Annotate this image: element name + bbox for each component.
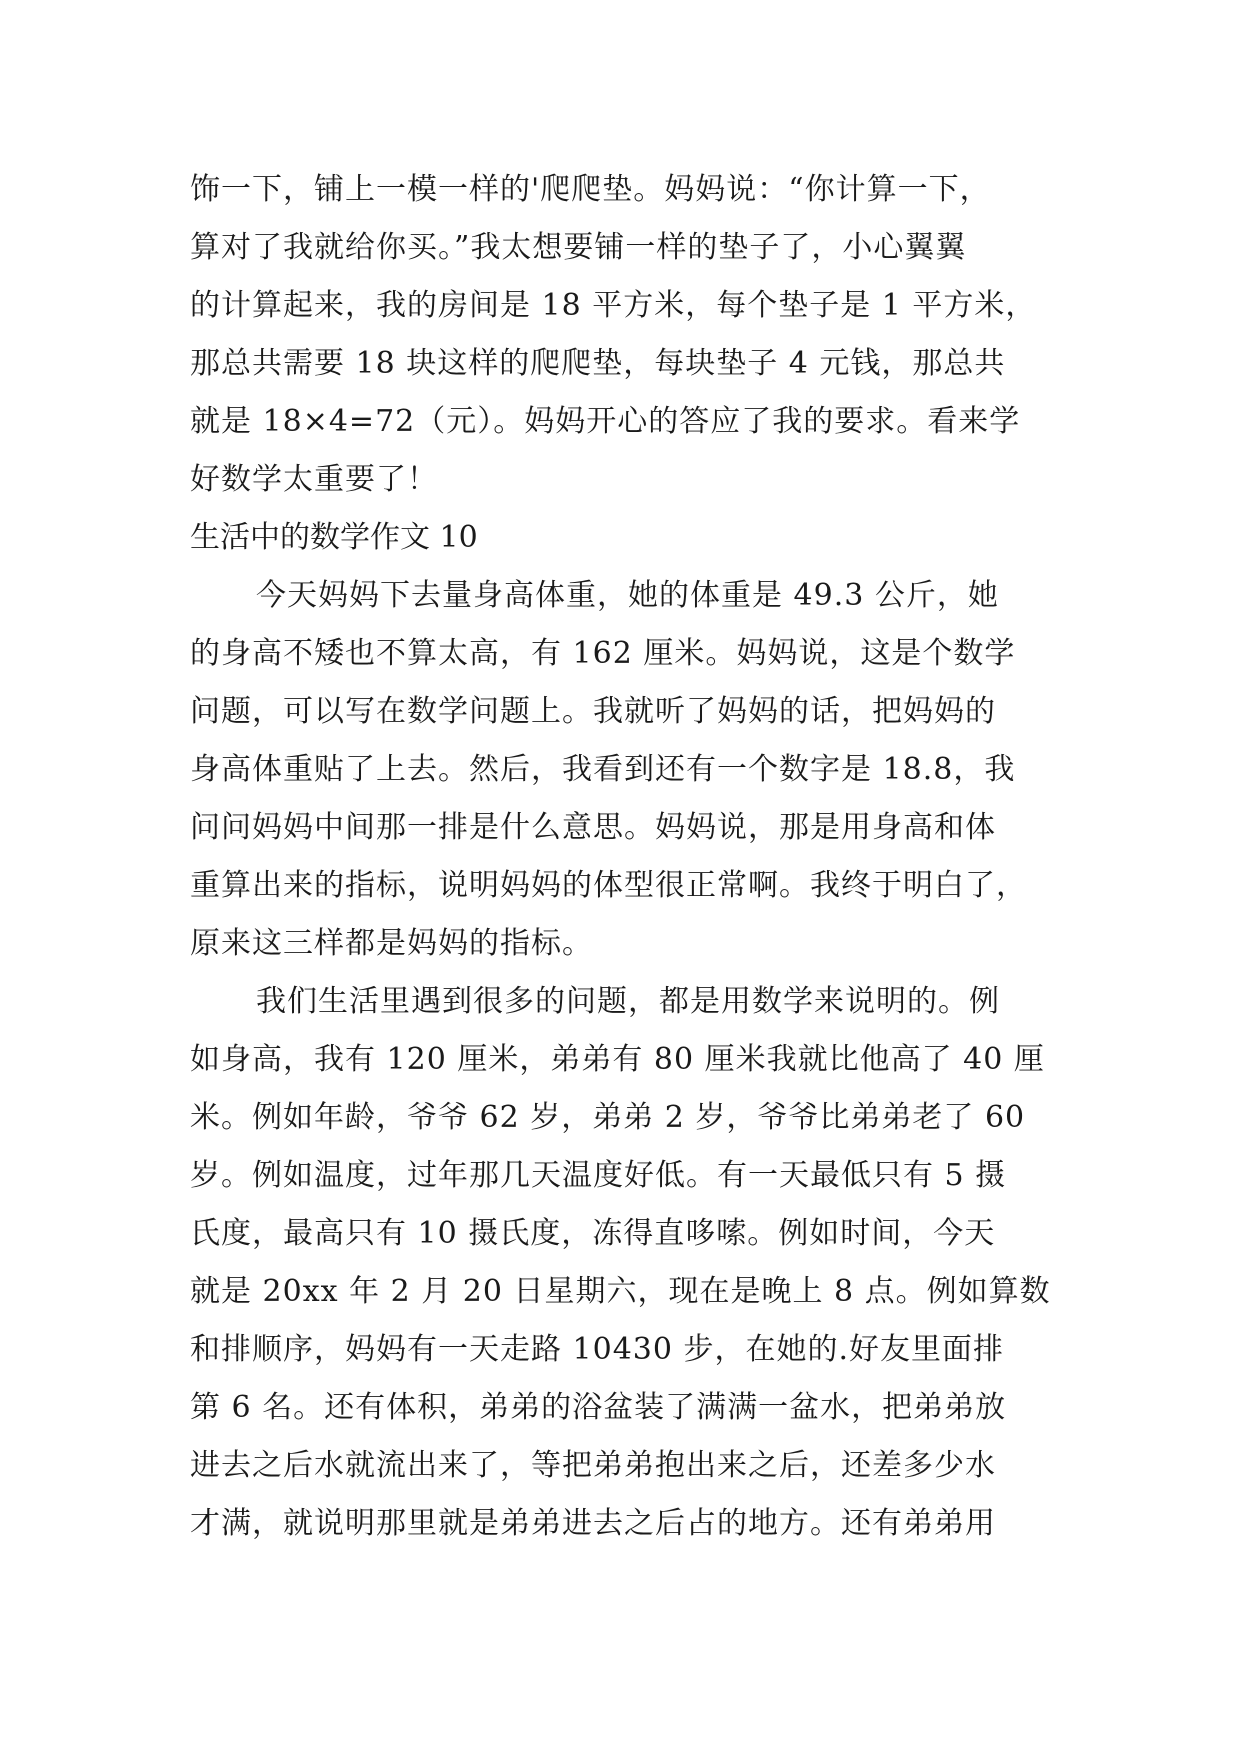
- text-line: 原来这三样都是妈妈的指标。: [190, 926, 593, 961]
- section-title: 生活中的数学作文 10: [190, 520, 478, 555]
- text-line: 那总共需要 18 块这样的爬爬垫，每块垫子 4 元钱，那总共: [190, 346, 1006, 381]
- text-line: 米。例如年龄，爷爷 62 岁，弟弟 2 岁，爷爷比弟弟老了 60: [190, 1100, 1026, 1135]
- text-line: 如身高，我有 120 厘米，弟弟有 80 厘米我就比他高了 40 厘: [190, 1042, 1045, 1077]
- text-line: 的计算起来，我的房间是 18 平方米，每个垫子是 1 平方米，: [190, 288, 1037, 323]
- text-line: 就是 18×4=72（元）。妈妈开心的答应了我的要求。看来学: [190, 404, 1021, 439]
- text-line: 氏度，最高只有 10 摄氏度，冻得直哆嗦。例如时间，今天: [190, 1216, 996, 1251]
- text-line: 岁。例如温度，过年那几天温度好低。有一天最低只有 5 摄: [190, 1158, 1007, 1193]
- text-line: 就是 20xx 年 2 月 20 日星期六，现在是晚上 8 点。例如算数: [190, 1274, 1051, 1309]
- text-line: 问题，可以写在数学问题上。我就听了妈妈的话，把妈妈的: [190, 694, 996, 729]
- text-line: 饰一下，铺上一模一样的'爬爬垫。妈妈说：“你计算一下，: [190, 172, 991, 207]
- text-line: 进去之后水就流出来了，等把弟弟抱出来之后，还差多少水: [190, 1448, 996, 1483]
- text-line: 好数学太重要了！: [190, 462, 438, 497]
- text-line: 和排顺序，妈妈有一天走路 10430 步，在她的.好友里面排: [190, 1332, 1005, 1367]
- text-line: 今天妈妈下去量身高体重，她的体重是 49.3 公斤，她: [256, 578, 999, 613]
- text-line: 问问妈妈中间那一排是什么意思。妈妈说，那是用身高和体: [190, 810, 996, 845]
- paragraph-2: [190, 973, 1070, 1553]
- text-line: 才满，就说明那里就是弟弟进去之后占的地方。还有弟弟用: [190, 1506, 996, 1541]
- document-body: [190, 161, 1070, 1553]
- text-line: 身高体重贴了上去。然后，我看到还有一个数字是 18.8，我: [190, 752, 1016, 787]
- text-line: 的身高不矮也不算太高，有 162 厘米。妈妈说，这是个数学: [190, 636, 1016, 671]
- text-line: 第 6 名。还有体积，弟弟的浴盆装了满满一盆水，把弟弟放: [190, 1390, 1007, 1425]
- continuation-paragraph: [190, 161, 1070, 509]
- text-line: 我们生活里遇到很多的问题，都是用数学来说明的。例: [256, 984, 1000, 1019]
- text-line: 重算出来的指标，说明妈妈的体型很正常啊。我终于明白了，: [190, 868, 1027, 903]
- paragraph-1: [190, 567, 1070, 973]
- text-line: 算对了我就给你买。”我太想要铺一样的垫子了，小心翼翼: [190, 230, 967, 265]
